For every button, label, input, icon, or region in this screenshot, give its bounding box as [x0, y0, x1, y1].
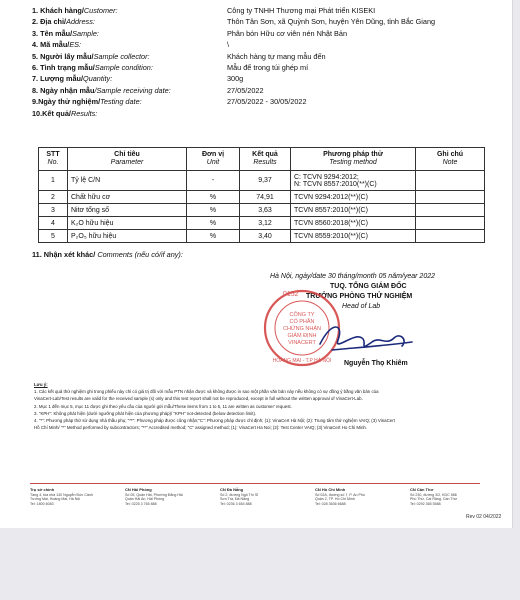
office-line: Tel: 0236 3 654 888 — [220, 501, 252, 506]
cell-method — [291, 191, 416, 204]
table-row — [39, 204, 485, 217]
info-label: 5. Người lấy mẫu/ — [32, 51, 94, 61]
cell-note — [416, 217, 485, 230]
cell-parameter: K₂O hữu hiệu — [68, 217, 187, 230]
cell-no: 1 — [39, 171, 68, 191]
stamp-line-5: VINACERT — [288, 340, 316, 346]
info-row — [32, 85, 264, 95]
method-line-2: N: TCVN 8557:2010(**)(C) — [294, 180, 377, 188]
method-line: TCVN 8559:2010(**)(C) — [294, 232, 368, 240]
office-line: Quận Hải An, Hải Phòng — [125, 497, 165, 502]
office-line: Số 02A, đường số 7, P. An Phú — [315, 492, 365, 497]
stamp-line-2: CỔ PHẦN — [289, 319, 315, 325]
header-note: Ghi chú Note — [416, 148, 485, 171]
cell-note — [416, 191, 485, 204]
cell-note — [416, 230, 485, 243]
info-label: 7. Lượng mẫu/ — [32, 74, 84, 84]
info-value: 27/05/2022 - 30/05/2022 — [227, 97, 307, 107]
cell-unit: % — [187, 230, 240, 243]
note-line: 4. "*": Phương pháp thử sử dụng nhà thầu phụ; "**": Phương pháp được công nhận;"C": Phương pháp được chỉ định; (1): VinaCert Hà Nội; (2): Trung tâm thử nghiệm VAIQ; (3) VinaCert — [34, 418, 395, 423]
table-row — [39, 171, 485, 191]
note-line: Lưu ý: — [34, 382, 48, 387]
header-testing-method: Phương pháp thử Testing method — [291, 148, 416, 171]
cell-no: 2 — [39, 191, 68, 204]
info-value: \ — [227, 40, 230, 50]
info-label-en: /Sample receiving date: — [94, 85, 171, 95]
table-row — [39, 230, 485, 243]
info-label: 6. Tình trạng mẫu/ — [32, 63, 95, 72]
info-value: 300g — [227, 74, 244, 84]
info-row — [32, 40, 230, 50]
office-line: Tel: 028 3636 6688 — [315, 501, 346, 506]
signatory-title-2: TRƯỞNG PHÒNG THỬ NGHIỆM — [306, 293, 413, 300]
cell-unit: % — [187, 217, 240, 230]
results-header-row — [39, 148, 485, 171]
office-line: Số 05, Quận Hải, Phường Đằng Hải — [125, 492, 183, 497]
office-line: Số 230, đường 3/2, KDC 586 — [410, 492, 457, 497]
footer-office — [315, 488, 365, 506]
info-label-en: Testing date: — [100, 97, 142, 107]
method-line: TCVN 9294:2012(**)(C) — [294, 193, 368, 201]
cell-no: 4 — [39, 217, 68, 230]
cell-result: 3,40 — [240, 230, 291, 243]
method-line: C: TCVN 9294:2012; — [294, 173, 359, 181]
info-value: 27/05/2022 — [227, 85, 264, 95]
office-title: CN Hải Phòng — [125, 487, 152, 492]
office-line: Sơn Trà, Đà Nẵng — [220, 497, 250, 502]
note-line: Hồ Chí Minh/ "*" Method performed by subcontractors; "**" Accredited method; "C" assigned method; (1): VinaCert Ha Noi; (2): Test Center VAIQ; (3) VinaCert Ho Chi Minh. — [34, 425, 368, 431]
info-label-en: Sample collector: — [93, 51, 150, 61]
cell-method — [291, 204, 416, 217]
footer-office — [30, 488, 93, 506]
office-line: Tel: 0225 3 765 888 — [125, 501, 157, 506]
signatory-title-3: Head of Lab — [342, 303, 381, 310]
stamp-line-3: CHỨNG NHẬN — [282, 326, 322, 332]
cell-result: 9,37 — [240, 171, 291, 191]
info-label: 9.Ngày thử nghiệm/ — [32, 97, 101, 107]
stamp-line-4: GIÁM ĐỊNH — [287, 333, 317, 339]
office-line: Tel: 0292 365 5588 — [410, 501, 441, 506]
cell-note — [416, 171, 485, 191]
info-label-en: Results: — [70, 108, 98, 118]
cell-note — [416, 204, 485, 217]
info-value: Phân bón Hữu cơ viên nén Nhật Bản — [227, 28, 348, 38]
office-title: Trụ sở chính — [30, 487, 55, 492]
header-unit: Đơn vị Unit — [187, 148, 240, 171]
info-row — [32, 97, 307, 107]
note-line: 1. Các kết quả thử nghiệm ghi trong phiếu này chỉ có giá trị đối với mẫu PTN nhận được và không được in sao một phần văn bản này nếu không có sự đồng ý bằng văn bản của — [34, 389, 379, 395]
office-title: CN Cần Thơ — [410, 487, 434, 492]
table-row — [39, 191, 485, 204]
cell-method — [291, 217, 416, 230]
method-line: TCVN 8557:2010(**)(C) — [294, 206, 368, 214]
info-label-en: Customer: — [83, 6, 118, 15]
footer-office — [220, 488, 258, 506]
info-label-en: ES: — [69, 40, 82, 50]
info-row — [32, 17, 436, 27]
cell-parameter: Nitơ tổng số — [68, 204, 187, 217]
signature-date-line: Hà Nội, ngày/date 30 tháng/month 05 năm/year 2022 — [270, 273, 435, 280]
method-line: TCVN 8560:2018(**)(C) — [294, 219, 368, 227]
info-value: Công ty TNHH Thương mại Phát triển KISEKI — [227, 6, 376, 15]
cell-parameter: Chất hữu cơ — [68, 191, 187, 204]
note-line: VinaCert-Lab/Test results are valid for the received sample (s) only and this test report shall not be reproduced, except in full without the written approval of VinaCert-Lab. — [34, 396, 363, 402]
other-remarks: 11. Nhận xét khác/ Comments (nếu có/if any): — [32, 250, 183, 259]
info-row — [32, 28, 348, 38]
office-title: CN Hồ Chí Minh — [315, 487, 346, 492]
signatory-name: Nguyễn Thọ Khiêm — [344, 360, 408, 367]
header-parameter: Chỉ tiêu Parameter — [68, 148, 187, 171]
office-line: Quận 2, TP. Hồ Chí Minh — [315, 497, 355, 502]
info-label: 4. Mã mẫu/ — [32, 40, 70, 50]
stamp-ring-text: HOÀNG MAI - T.P HÀ NỘI — [272, 358, 332, 364]
info-label: 10.Kết quả/ — [32, 108, 71, 118]
info-label: 1. Khách hàng/ — [32, 6, 84, 15]
note-line: 2. Mục 1 đến mục 5, mục 11 được ghi theo yêu cầu của người gửi mẫu/These items from 1 to 5, 11 are written as customer' request. — [34, 403, 292, 409]
info-row — [32, 51, 326, 61]
revision-label: Rev 02 04/2022 — [466, 514, 502, 520]
info-row — [32, 63, 309, 72]
office-title: CN Đà Nẵng — [220, 487, 244, 492]
info-label: 2. Địa chỉ/ — [32, 17, 67, 27]
info-label-en: Sample: — [72, 28, 99, 38]
info-row — [32, 6, 376, 15]
cell-unit: % — [187, 204, 240, 217]
info-label-en: Quantity: — [83, 74, 113, 84]
cell-no: 3 — [39, 204, 68, 217]
cell-method — [291, 171, 416, 191]
info-row — [32, 74, 244, 84]
office-line: Phú Thứ, Cái Răng, Cần Thơ — [410, 497, 457, 502]
office-line: Tương Mai, Hoàng Mai, Hà Nội — [30, 497, 81, 502]
cell-result: 3,12 — [240, 217, 291, 230]
note-line: 3. "KPH": Không phát hiện (dưới ngưỡng phát hiện của phương pháp)/ "KPH" not-detected (below detection limit). — [34, 410, 257, 416]
footer-divider — [30, 483, 480, 484]
cell-unit: - — [187, 171, 240, 191]
company-stamp — [265, 291, 339, 365]
footer-office — [410, 488, 457, 506]
results-table — [38, 147, 485, 243]
info-row — [32, 109, 97, 118]
cell-method — [291, 230, 416, 243]
info-label: 3. Tên mẫu/ — [32, 28, 73, 38]
cell-parameter: Tỷ lệ C/N — [68, 171, 187, 191]
info-label-en: Address: — [66, 17, 95, 27]
cell-no: 5 — [39, 230, 68, 243]
office-line: Tel: 1800 6083 — [30, 501, 54, 506]
cell-result: 3,63 — [240, 204, 291, 217]
info-value: Khách hàng tự mang mẫu đến — [227, 51, 326, 61]
header-results: Kết quả Results — [240, 148, 291, 171]
stamp-line-1: CÔNG TY — [289, 312, 315, 318]
office-line: Tầng 4, tòa nhà 130 Nguyễn Đức Cảnh — [30, 492, 93, 497]
info-label-en: Sample condition: — [94, 63, 153, 72]
cell-result: 74,91 — [240, 191, 291, 204]
footer-office — [125, 488, 183, 506]
header-no: STT No. — [39, 148, 68, 171]
signatory-title-1: TUQ. TỔNG GIÁM ĐỐC — [330, 283, 407, 290]
info-value: Mẫu để trong túi ghép mí — [227, 63, 309, 72]
info-value: Thôn Tân Sơn, xã Quỳnh Sơn, huyện Yên Dũng, tỉnh Bắc Giang — [227, 17, 436, 27]
info-label: 8. Ngày nhận mẫu — [32, 85, 95, 95]
office-line: Số 2, đường Ngô Thì Sĩ — [220, 492, 259, 497]
stamp-code: 0152 — [283, 291, 299, 298]
table-row — [39, 217, 485, 230]
cell-parameter: P₂O₅ hữu hiệu — [68, 230, 187, 243]
cell-unit: % — [187, 191, 240, 204]
